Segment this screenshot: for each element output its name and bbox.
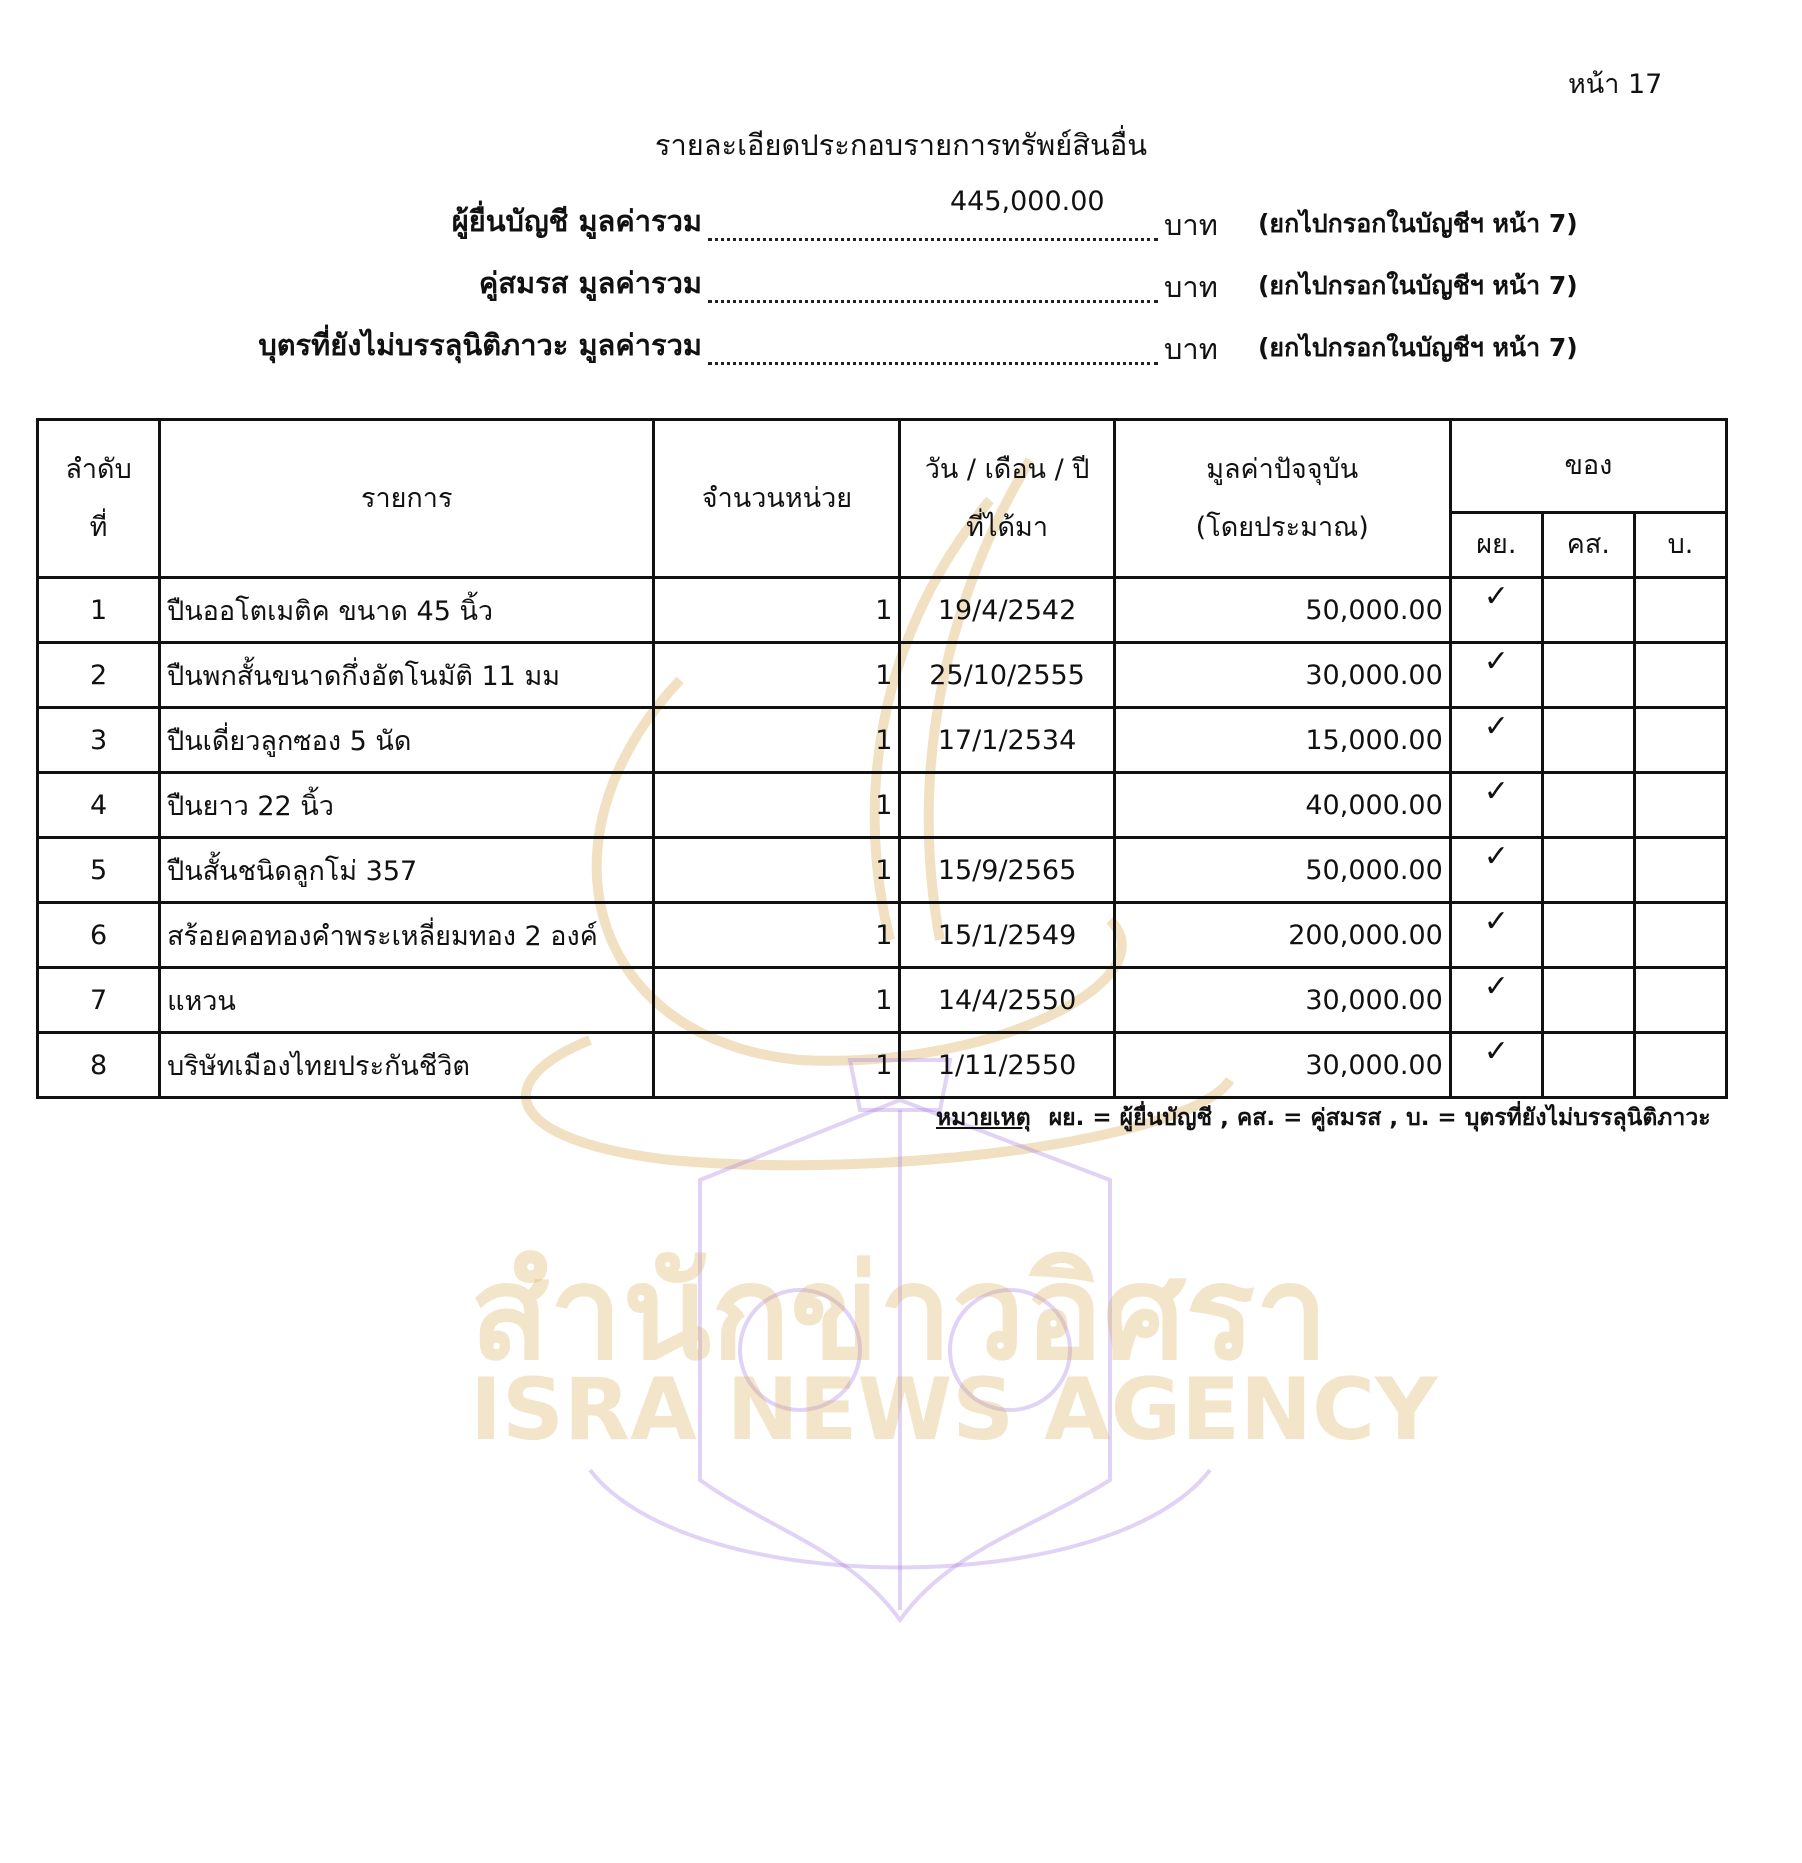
summary-row-filer (0, 186, 1802, 242)
header-owner-filer: ผย. (1450, 513, 1542, 578)
summary-label: คู่สมรส มูลค่ารวม (478, 266, 702, 300)
table-row (38, 903, 1727, 968)
cell-child (1634, 968, 1726, 1033)
cell-no: 1 (38, 578, 160, 643)
cell-no: 2 (38, 643, 160, 708)
cell-filer-checkmark-icon: ✓ (1450, 838, 1542, 903)
table-row (38, 773, 1727, 838)
cell-value: 50,000.00 (1114, 838, 1450, 903)
cell-qty: 1 (654, 968, 900, 1033)
summary-note: (ยกไปกรอกในบัญชีฯ หน้า 7) (1258, 333, 1578, 362)
cell-item: ปืนสั้นชนิดลูกโม่ 357 (160, 838, 654, 903)
cell-item: ปืนเดี่ยวลูกซอง 5 นัด (160, 708, 654, 773)
cell-child (1634, 643, 1726, 708)
cell-date: 15/1/2549 (900, 903, 1114, 968)
summary-unit: บาท (1164, 208, 1218, 242)
cell-qty: 1 (654, 838, 900, 903)
cell-item: ปืนออโตเมติค ขนาด 45 นิ้ว (160, 578, 654, 643)
watermark-text-english: ISRA NEWS AGENCY (470, 1360, 1438, 1460)
cell-child (1634, 1033, 1726, 1098)
cell-qty: 1 (654, 903, 900, 968)
cell-spouse (1542, 1033, 1634, 1098)
cell-no: 6 (38, 903, 160, 968)
cell-qty: 1 (654, 1033, 900, 1098)
cell-spouse (1542, 903, 1634, 968)
header-owner-child: บ. (1634, 513, 1726, 578)
cell-value: 30,000.00 (1114, 968, 1450, 1033)
cell-value: 15,000.00 (1114, 708, 1450, 773)
summary-dotted-line (708, 322, 1158, 365)
cell-date: 1/11/2550 (900, 1033, 1114, 1098)
cell-spouse (1542, 968, 1634, 1033)
cell-no: 7 (38, 968, 160, 1033)
table-row (38, 1033, 1727, 1098)
summary-row-child (0, 322, 1802, 366)
cell-qty: 1 (654, 578, 900, 643)
table-row (38, 578, 1727, 643)
cell-filer-checkmark-icon: ✓ (1450, 1033, 1542, 1098)
cell-qty: 1 (654, 643, 900, 708)
header-value-line2: (โดยประมาณ) (1195, 511, 1369, 543)
header-date-line1: วัน / เดือน / ปี (924, 453, 1090, 485)
header-owner-spouse: คส. (1542, 513, 1634, 578)
header-value (1114, 420, 1450, 578)
table-row (38, 643, 1727, 708)
cell-date: 17/1/2534 (900, 708, 1114, 773)
cell-spouse (1542, 838, 1634, 903)
cell-value: 50,000.00 (1114, 578, 1450, 643)
cell-filer-checkmark-icon: ✓ (1450, 708, 1542, 773)
cell-spouse (1542, 773, 1634, 838)
footnote-lead: หมายเหตุ (936, 1105, 1031, 1131)
summary-value: 445,000.00 (950, 186, 1105, 217)
cell-filer-checkmark-icon: ✓ (1450, 578, 1542, 643)
cell-filer-checkmark-icon: ✓ (1450, 773, 1542, 838)
table-header-row (38, 420, 1727, 513)
header-date (900, 420, 1114, 578)
summary-unit: บาท (1164, 332, 1218, 366)
cell-child (1634, 838, 1726, 903)
cell-no: 4 (38, 773, 160, 838)
watermark-text-thai: สำนักข่าวอิศรา (470, 1237, 1329, 1389)
cell-spouse (1542, 578, 1634, 643)
footnote (936, 1100, 1711, 1136)
summary-dotted-line (708, 260, 1158, 303)
header-owner: ของ (1450, 420, 1726, 513)
cell-value: 30,000.00 (1114, 643, 1450, 708)
cell-child (1634, 903, 1726, 968)
document-title: รายละเอียดประกอบรายการทรัพย์สินอื่น (654, 128, 1148, 162)
header-value-line1: มูลค่าปัจจุบัน (1206, 453, 1359, 485)
cell-item: สร้อยคอทองคำพระเหลี่ยมทอง 2 องค์ (160, 903, 654, 968)
cell-child (1634, 578, 1726, 643)
cell-date (900, 773, 1114, 838)
cell-date: 15/9/2565 (900, 838, 1114, 903)
cell-date: 14/4/2550 (900, 968, 1114, 1033)
cell-qty: 1 (654, 708, 900, 773)
header-order (38, 420, 160, 578)
summary-unit: บาท (1164, 270, 1218, 304)
table-row (38, 838, 1727, 903)
page-number: หน้า 17 (1568, 69, 1663, 100)
cell-item: บริษัทเมืองไทยประกันชีวิต (160, 1033, 654, 1098)
cell-item: ปืนยาว 22 นิ้ว (160, 773, 654, 838)
cell-date: 19/4/2542 (900, 578, 1114, 643)
cell-no: 3 (38, 708, 160, 773)
summary-row-spouse (0, 260, 1802, 304)
asset-table (36, 418, 1728, 1099)
cell-date: 25/10/2555 (900, 643, 1114, 708)
header-order-line1: ลำดับ (65, 453, 132, 485)
cell-item: ปืนพกสั้นขนาดกึ่งอัตโนมัติ 11 มม (160, 643, 654, 708)
cell-filer-checkmark-icon: ✓ (1450, 968, 1542, 1033)
cell-value: 30,000.00 (1114, 1033, 1450, 1098)
cell-value: 40,000.00 (1114, 773, 1450, 838)
cell-child (1634, 773, 1726, 838)
cell-value: 200,000.00 (1114, 903, 1450, 968)
cell-spouse (1542, 643, 1634, 708)
header-order-line2: ที่ (89, 511, 108, 543)
footnote-text: ผย. = ผู้ยื่นบัญชี , คส. = คู่สมรส , บ. = บุตรที่ยังไม่บรรลุนิติภาวะ (1048, 1105, 1711, 1131)
header-quantity: จำนวนหน่วย (654, 420, 900, 578)
summary-label: บุตรที่ยังไม่บรรลุนิติภาวะ มูลค่ารวม (258, 328, 702, 362)
cell-item: แหวน (160, 968, 654, 1033)
header-item: รายการ (160, 420, 654, 578)
cell-spouse (1542, 708, 1634, 773)
table-row (38, 968, 1727, 1033)
cell-filer-checkmark-icon: ✓ (1450, 903, 1542, 968)
header-date-line2: ที่ได้มา (966, 511, 1048, 543)
cell-child (1634, 708, 1726, 773)
cell-filer-checkmark-icon: ✓ (1450, 643, 1542, 708)
table-row (38, 708, 1727, 773)
summary-note: (ยกไปกรอกในบัญชีฯ หน้า 7) (1258, 271, 1578, 300)
summary-note: (ยกไปกรอกในบัญชีฯ หน้า 7) (1258, 209, 1578, 238)
cell-no: 5 (38, 838, 160, 903)
cell-qty: 1 (654, 773, 900, 838)
cell-no: 8 (38, 1033, 160, 1098)
summary-label: ผู้ยื่นบัญชี มูลค่ารวม (451, 204, 702, 238)
